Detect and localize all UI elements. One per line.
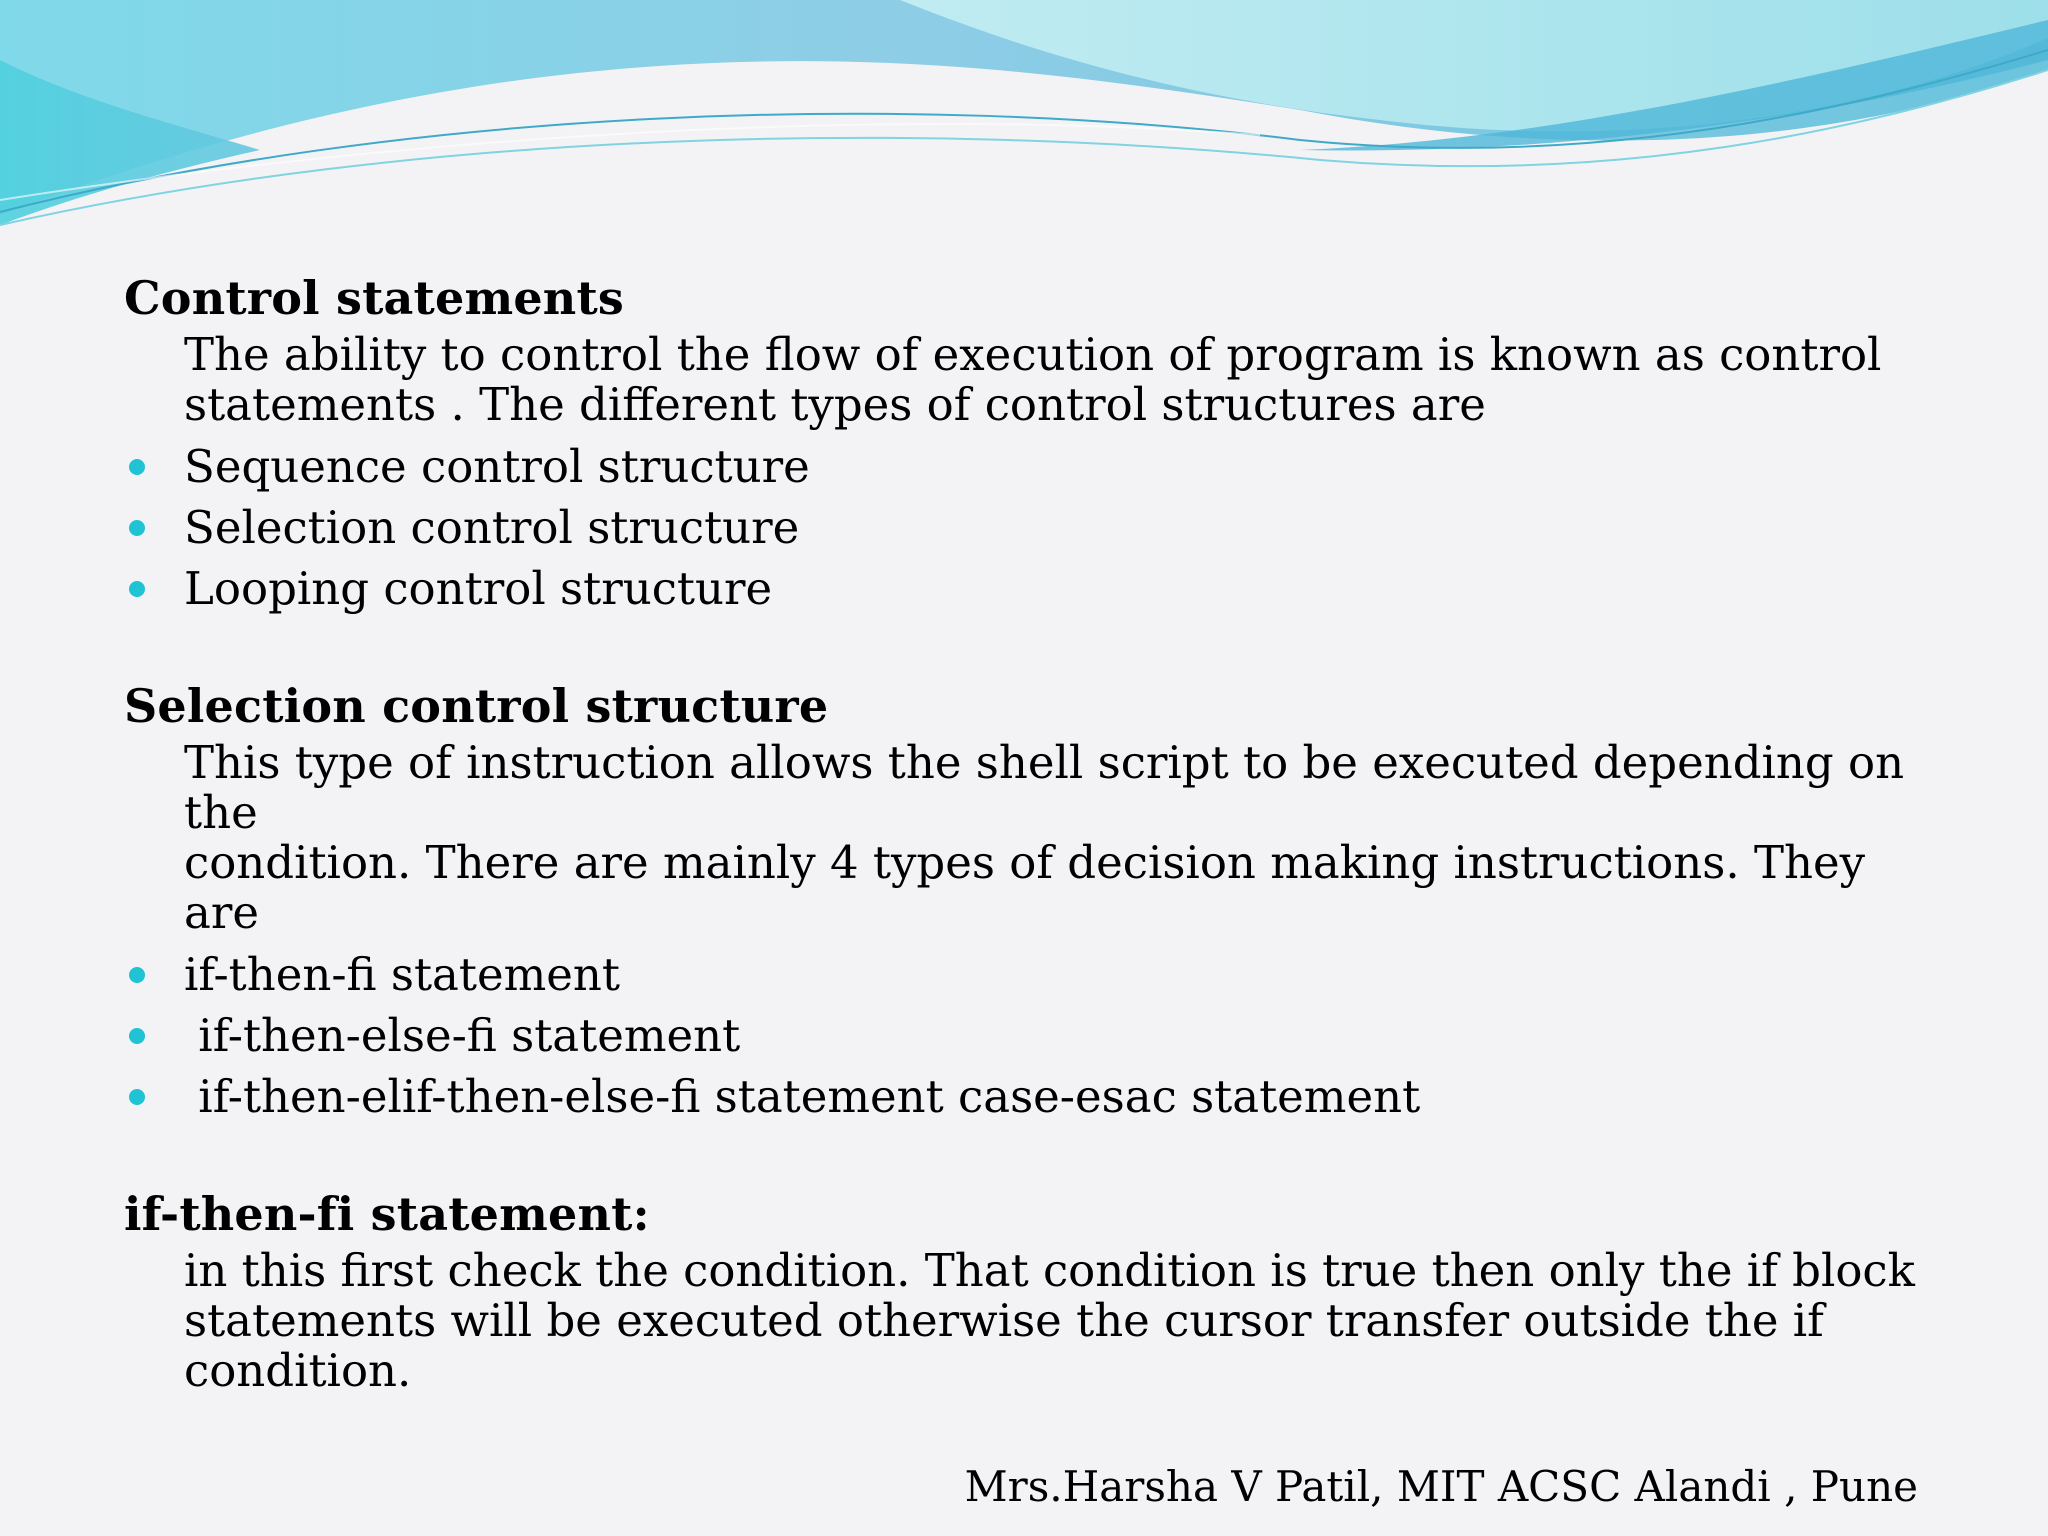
list-item xyxy=(124,436,1924,497)
paragraph-line: statements will be executed otherwise the cursor transfer outside the if xyxy=(184,1294,1824,1347)
bullet-dot-icon xyxy=(129,1028,145,1044)
list-item-text: Sequence control structure xyxy=(184,440,810,493)
bullet-dot-icon xyxy=(129,581,145,597)
paragraph-line: The ability to control the flow of execution of program is known as control xyxy=(184,328,1882,381)
paragraph-line: This type of instruction allows the shell script to be executed depending on the xyxy=(184,736,1905,839)
list-item-text: if-then-else-fi statement xyxy=(184,1009,741,1062)
paragraph-line: condition. xyxy=(184,1344,412,1397)
list-item-text: Looping control structure xyxy=(184,562,773,615)
bullet-list-decision-statements xyxy=(124,944,1924,1127)
list-item-text: if-then-fi statement xyxy=(184,948,620,1001)
footer-author: Mrs.Harsha V Patil, MIT ACSC Alandi , Pune xyxy=(964,1462,1918,1511)
header-wave-decoration xyxy=(0,0,2048,240)
heading-selection-control-structure: Selection control structure xyxy=(124,679,829,733)
bullet-dot-icon xyxy=(129,967,145,983)
heading-if-then-fi: if-then-fi statement: xyxy=(124,1187,650,1241)
paragraph-if-then-fi xyxy=(124,1246,1924,1396)
list-item xyxy=(124,497,1924,558)
list-item xyxy=(124,1066,1924,1127)
list-item-text: if-then-elif-then-else-fi statement case-esac statement xyxy=(184,1070,1421,1123)
paragraph-selection-control xyxy=(124,738,1924,938)
bullet-list-control-structures xyxy=(124,436,1924,619)
heading-control-statements: Control statements xyxy=(124,271,624,325)
bullet-dot-icon xyxy=(129,1089,145,1105)
list-item-text: Selection control structure xyxy=(184,501,800,554)
list-item xyxy=(124,1005,1924,1066)
list-item xyxy=(124,558,1924,619)
slide-content xyxy=(124,268,1924,1396)
bullet-dot-icon xyxy=(129,459,145,475)
paragraph-control-statements xyxy=(124,330,1924,430)
paragraph-line: condition. There are mainly 4 types of decision making instructions. They are xyxy=(184,836,1865,939)
paragraph-line: statements . The different types of control structures are xyxy=(184,378,1486,431)
bullet-dot-icon xyxy=(129,520,145,536)
list-item xyxy=(124,944,1924,1005)
paragraph-line: in this first check the condition. That condition is true then only the if block xyxy=(184,1244,1915,1297)
